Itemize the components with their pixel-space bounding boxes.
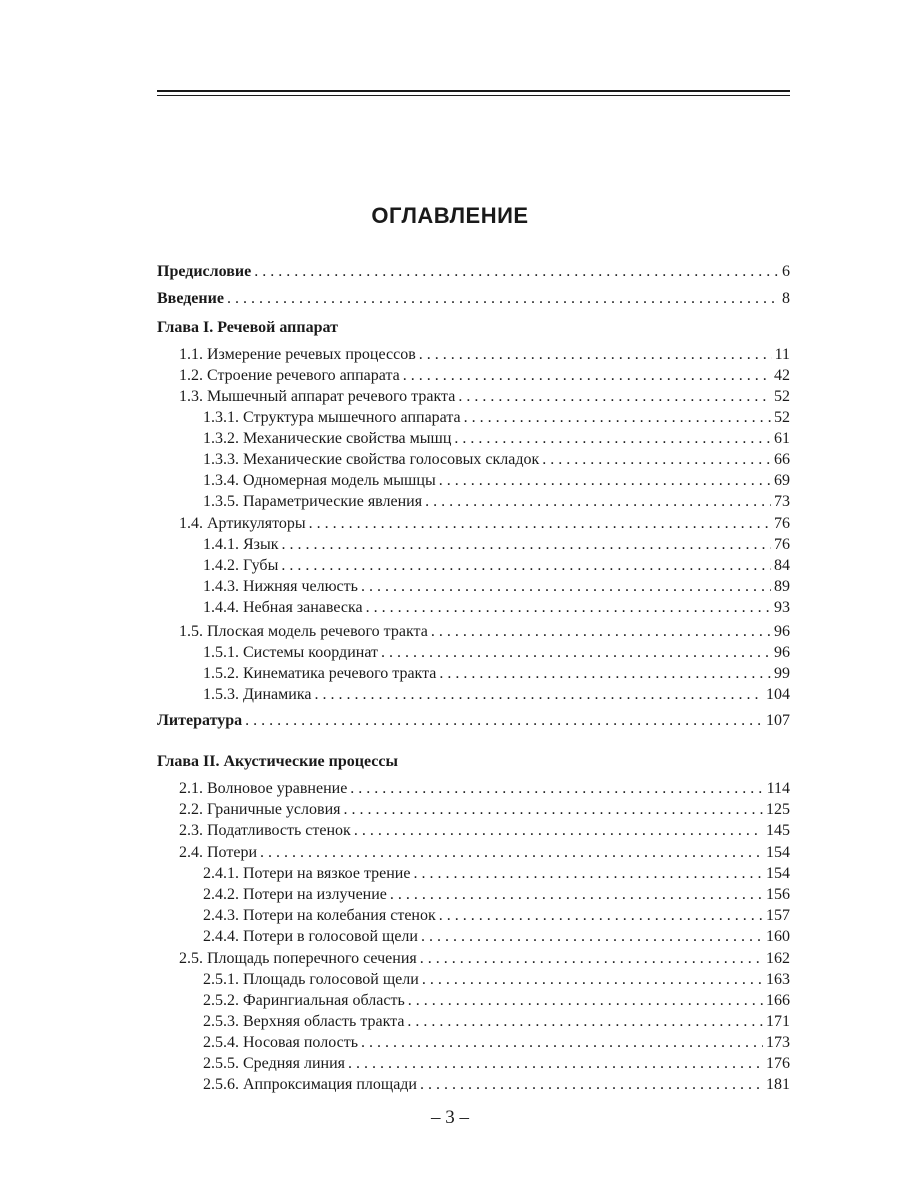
toc-entry[interactable] xyxy=(157,906,790,926)
toc-leader-dots xyxy=(361,577,771,597)
toc-entry-page: 173 xyxy=(766,1034,790,1051)
toc-entry[interactable] xyxy=(157,1054,790,1074)
toc-entry-label: 2.4.3. Потери на колебания стенок xyxy=(203,907,436,924)
toc-entry-page: 69 xyxy=(774,472,790,489)
toc-entry[interactable] xyxy=(157,685,790,705)
toc-entry[interactable] xyxy=(157,970,790,990)
toc-leader-dots xyxy=(422,970,763,990)
toc-entry-page: 61 xyxy=(774,430,790,447)
toc-entry-label: 1.5.3. Динамика xyxy=(203,686,312,703)
toc-chapter-heading: Глава I. Речевой аппарат xyxy=(157,319,338,336)
toc-entry[interactable] xyxy=(157,556,790,576)
toc-entry-label: 2.4.2. Потери на излучение xyxy=(203,886,387,903)
toc-leader-dots xyxy=(314,685,763,705)
toc-entry-page: 96 xyxy=(774,644,790,661)
toc-leader-dots xyxy=(260,843,763,863)
toc-entry[interactable] xyxy=(157,598,790,618)
toc-entry-label: 1.4.3. Нижняя челюсть xyxy=(203,578,358,595)
toc-entry-page: 52 xyxy=(774,388,790,405)
toc-entry-label: 1.4.1. Язык xyxy=(203,536,279,553)
toc-entry-page: 52 xyxy=(774,409,790,426)
toc-entry-page: 89 xyxy=(774,578,790,595)
toc-leader-dots xyxy=(439,471,771,491)
toc-entry-label: 2.5.3. Верхняя область тракта xyxy=(203,1013,405,1030)
toc-entry[interactable] xyxy=(157,492,790,512)
toc-leader-dots xyxy=(413,864,763,884)
page-number: – 3 – xyxy=(431,1107,469,1128)
toc-entry-label: 2.4.4. Потери в голосовой щели xyxy=(203,928,418,945)
toc-entry[interactable] xyxy=(157,991,790,1011)
toc-leader-dots xyxy=(464,408,771,428)
toc-entry-page: 76 xyxy=(774,515,790,532)
toc-entry-label: 1.3.3. Механические свойства голосовых складок xyxy=(203,451,540,468)
toc-entry-label: 1.4. Артикуляторы xyxy=(179,515,306,532)
toc-leader-dots xyxy=(425,492,771,512)
toc-entry[interactable] xyxy=(157,366,790,386)
toc-entry[interactable] xyxy=(157,821,790,841)
toc-leader-dots xyxy=(439,664,771,684)
toc-entry[interactable] xyxy=(157,664,790,684)
toc-entry-label: 2.5. Площадь поперечного сечения xyxy=(179,950,417,967)
toc-entry[interactable] xyxy=(157,387,790,407)
toc-entry-page: 160 xyxy=(766,928,790,945)
toc-entry[interactable] xyxy=(157,471,790,491)
toc-entry-label: 1.3.1. Структура мышечного аппарата xyxy=(203,409,461,426)
toc-entry-page: 171 xyxy=(766,1013,790,1030)
toc-entry-page: 154 xyxy=(766,844,790,861)
toc-entry-label: 2.5.5. Средняя линия xyxy=(203,1055,346,1072)
toc-leader-dots xyxy=(227,289,779,309)
toc-entry-page: 125 xyxy=(766,801,790,818)
toc-entry-label: 2.4. Потери xyxy=(179,844,257,861)
toc-entry-label: 1.5.1. Системы координат xyxy=(203,644,378,661)
toc-entry[interactable] xyxy=(157,949,790,969)
toc-leader-dots xyxy=(420,949,763,969)
toc-leader-dots xyxy=(245,711,763,731)
toc-entry-label: 1.2. Строение речевого аппарата xyxy=(179,367,400,384)
toc-entry-label: 2.2. Граничные условия xyxy=(179,801,341,818)
toc-entry-label: Предисловие xyxy=(157,263,252,280)
toc-entry-label: 1.3.5. Параметрические явления xyxy=(203,493,423,510)
toc-leader-dots xyxy=(350,779,763,799)
toc-entry-page: 107 xyxy=(766,712,790,729)
toc-entry[interactable] xyxy=(157,535,790,555)
toc-leader-dots xyxy=(390,885,763,905)
toc-entry[interactable] xyxy=(157,800,790,820)
toc-entry-page: 154 xyxy=(766,865,790,882)
toc-entry-page: 11 xyxy=(774,346,790,363)
toc-entry-label: Введение xyxy=(157,290,224,307)
toc-entry-label: 1.3. Мышечный аппарат речевого тракта xyxy=(179,388,456,405)
toc-entry-label: 2.1. Волновое уравнение xyxy=(179,780,348,797)
toc-entry-page: 114 xyxy=(766,780,790,797)
toc-entry-label: 2.5.6. Аппроксимация площади xyxy=(203,1076,417,1093)
toc-leader-dots xyxy=(281,556,771,576)
toc-leader-dots xyxy=(421,927,763,947)
toc-entry[interactable] xyxy=(157,1012,790,1032)
toc-leader-dots xyxy=(458,387,771,407)
toc-leader-dots xyxy=(420,1075,763,1095)
toc-leader-dots xyxy=(354,821,763,841)
toc-leader-dots xyxy=(403,366,771,386)
toc-entry[interactable] xyxy=(157,450,790,470)
toc-entry-label: 2.5.1. Площадь голосовой щели xyxy=(203,971,419,988)
toc-entry-page: 99 xyxy=(774,665,790,682)
toc-leader-dots xyxy=(254,262,779,282)
toc-entry-label: 1.1. Измерение речевых процессов xyxy=(179,346,416,363)
toc-leader-dots xyxy=(439,906,763,926)
toc-entry-page: 104 xyxy=(766,686,790,703)
toc-leader-dots xyxy=(419,345,772,365)
toc-entry-page: 42 xyxy=(774,367,790,384)
toc-leader-dots xyxy=(366,598,771,618)
toc-entry[interactable] xyxy=(157,1075,790,1095)
toc-entry-page: 66 xyxy=(774,451,790,468)
toc-entry-label: 2.3. Податливость стенок xyxy=(179,822,351,839)
toc-entry[interactable] xyxy=(157,1033,790,1053)
toc-entry-label: 1.4.4. Небная занавеска xyxy=(203,599,363,616)
toc-entry-page: 181 xyxy=(766,1076,790,1093)
toc-leader-dots xyxy=(282,535,771,555)
toc-entry-page: 162 xyxy=(766,950,790,967)
toc-chapter-heading: Глава II. Акустические процессы xyxy=(157,753,398,770)
toc-entry[interactable] xyxy=(157,622,790,642)
toc-leader-dots xyxy=(348,1054,763,1074)
toc-entry-page: 157 xyxy=(766,907,790,924)
toc-entry-page: 84 xyxy=(774,557,790,574)
toc-entry-page: 145 xyxy=(766,822,790,839)
toc-entry[interactable] xyxy=(157,577,790,597)
toc-entry-page: 93 xyxy=(774,599,790,616)
toc-entry-label: 1.4.2. Губы xyxy=(203,557,279,574)
toc-entry-page: 166 xyxy=(766,992,790,1009)
toc-entry[interactable] xyxy=(157,711,790,731)
toc-entry-page: 96 xyxy=(774,623,790,640)
toc-entry-label: 2.4.1. Потери на вязкое трение xyxy=(203,865,411,882)
toc-entry-page: 163 xyxy=(766,971,790,988)
toc-entry-label: 1.5.2. Кинематика речевого тракта xyxy=(203,665,437,682)
header-rule-thin xyxy=(157,95,790,96)
toc-entry[interactable] xyxy=(157,345,790,365)
toc-entry[interactable] xyxy=(157,408,790,428)
toc-entry-page: 73 xyxy=(774,493,790,510)
toc-entry[interactable] xyxy=(157,514,790,534)
toc-entry[interactable] xyxy=(157,885,790,905)
toc-entry-page: 8 xyxy=(782,290,790,307)
toc-entry[interactable] xyxy=(157,864,790,884)
toc-entry-page: 6 xyxy=(782,263,790,280)
toc-leader-dots xyxy=(542,450,771,470)
toc-leader-dots xyxy=(407,1012,763,1032)
toc-leader-dots xyxy=(454,429,771,449)
toc-entry-label: 2.5.2. Фарингиальная область xyxy=(203,992,405,1009)
toc-title: ОГЛАВЛЕНИЕ xyxy=(371,203,529,228)
toc-entry[interactable] xyxy=(157,927,790,947)
toc-entry[interactable] xyxy=(157,289,790,309)
toc-leader-dots xyxy=(344,800,764,820)
header-rule-thick xyxy=(157,90,790,92)
toc-entry-page: 176 xyxy=(766,1055,790,1072)
toc-entry[interactable] xyxy=(157,843,790,863)
toc-entry-label: Литература xyxy=(157,712,243,729)
toc-leader-dots xyxy=(408,991,763,1011)
toc-leader-dots xyxy=(361,1033,763,1053)
toc-leader-dots xyxy=(381,643,771,663)
toc-entry-label: 1.3.2. Механические свойства мышц xyxy=(203,430,452,447)
toc-leader-dots xyxy=(431,622,771,642)
toc-entry[interactable] xyxy=(157,643,790,663)
toc-entry-page: 156 xyxy=(766,886,790,903)
toc-entry[interactable] xyxy=(157,429,790,449)
toc-entry[interactable] xyxy=(157,262,790,282)
toc-entry[interactable] xyxy=(157,779,790,799)
toc-entry-label: 1.5. Плоская модель речевого тракта xyxy=(179,623,428,640)
toc-entry-label: 1.3.4. Одномерная модель мышцы xyxy=(203,472,436,489)
toc-leader-dots xyxy=(309,514,771,534)
toc-entry-label: 2.5.4. Носовая полость xyxy=(203,1034,358,1051)
toc-entry-page: 76 xyxy=(774,536,790,553)
